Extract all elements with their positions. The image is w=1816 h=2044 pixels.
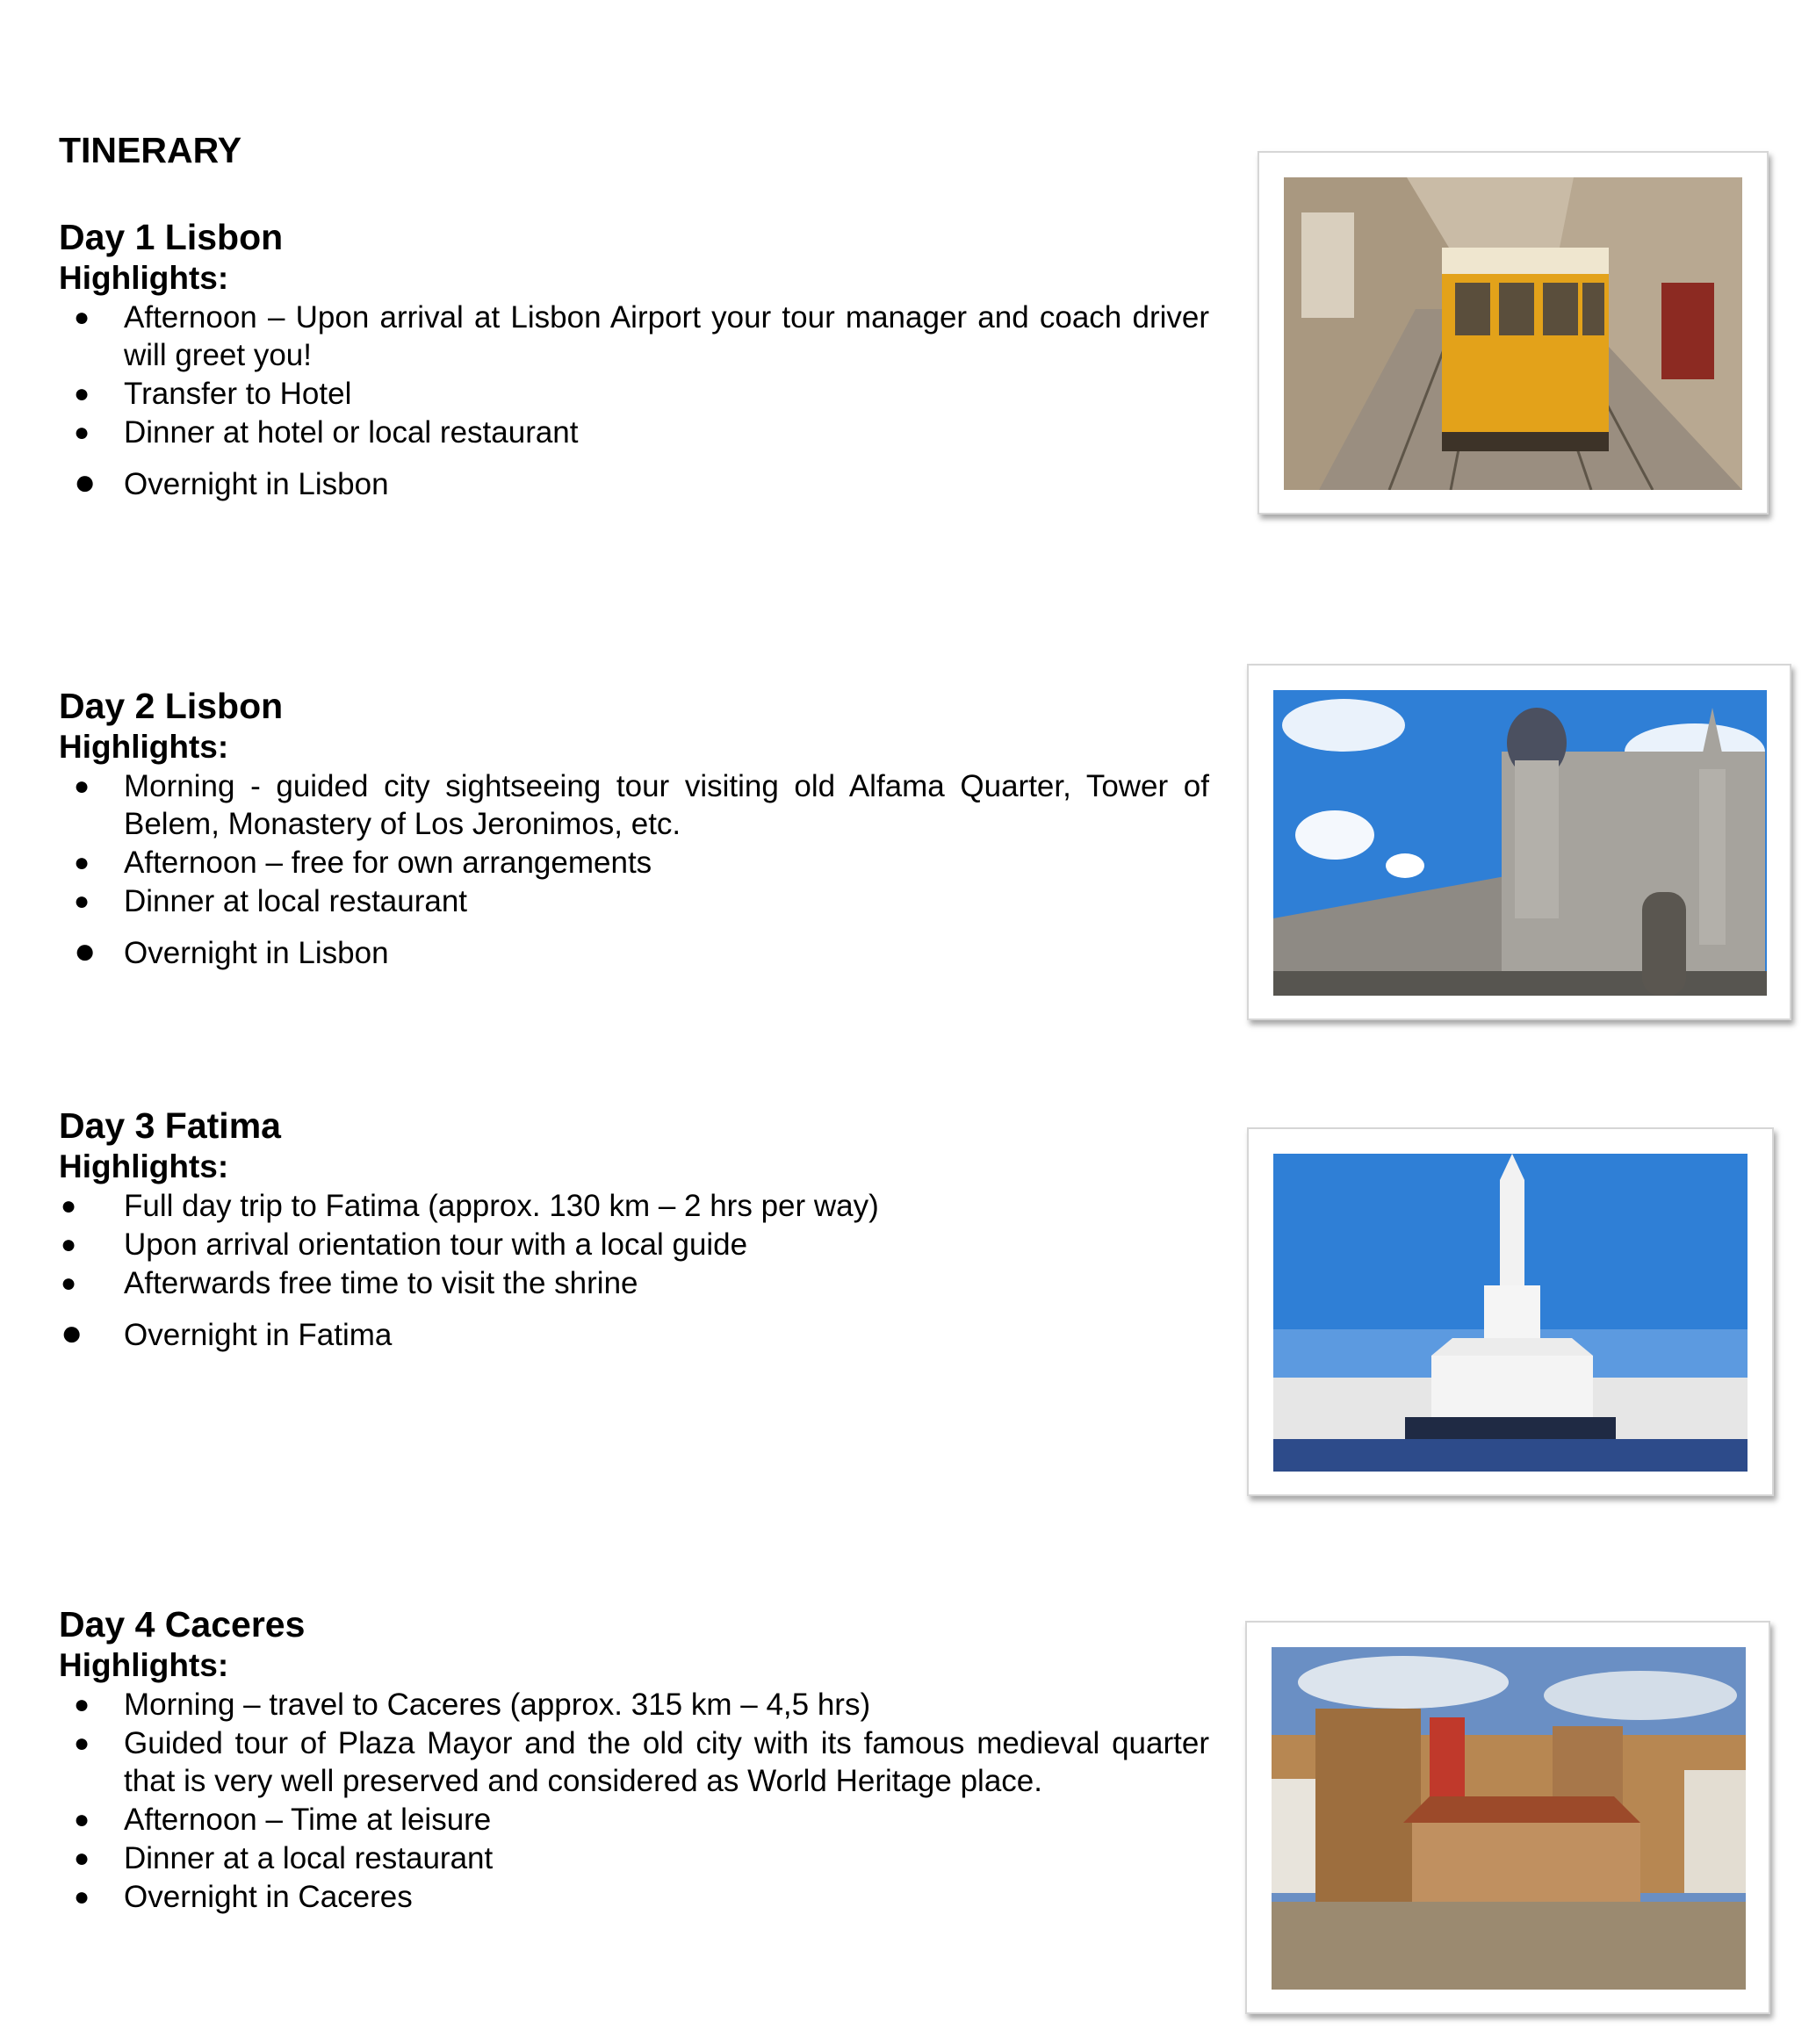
list-item: ● Dinner at local restaurant bbox=[74, 884, 468, 918]
jeronimos-monastery-photo bbox=[1273, 690, 1767, 996]
list-item: ● Overnight in Lisbon bbox=[74, 461, 389, 502]
photo-frame-day-3 bbox=[1247, 1127, 1774, 1496]
list-item: ● Upon arrival orientation tour with a local guide bbox=[61, 1227, 748, 1262]
bullet-icon: ● bbox=[74, 1882, 90, 1911]
bullet-icon: ● bbox=[61, 1230, 77, 1259]
highlights-list bbox=[59, 767, 1209, 972]
photo-frame-day-4 bbox=[1245, 1621, 1770, 2014]
highlights-label: Highlights: bbox=[59, 260, 229, 296]
list-item: ● Afterwards free time to visit the shrine bbox=[61, 1266, 638, 1300]
list-item: ● Overnight in Lisbon bbox=[74, 930, 389, 971]
bullet-icon: ● bbox=[74, 848, 90, 877]
bullet-icon: ● bbox=[74, 461, 97, 502]
bullet-icon: ● bbox=[74, 303, 90, 332]
list-item: ● Overnight in Caceres bbox=[74, 1880, 413, 1914]
caceres-plaza-mayor-photo bbox=[1272, 1647, 1746, 1990]
highlights-label: Highlights: bbox=[59, 1647, 229, 1683]
bullet-icon: ● bbox=[74, 1729, 90, 1758]
list-item: ● Afternoon – Upon arrival at Lisbon Airport your tour manager and coach driver will greet you! bbox=[74, 300, 1209, 372]
day-title: Day 3 Fatima bbox=[59, 1105, 281, 1146]
list-item: ● Transfer to Hotel bbox=[74, 377, 352, 411]
bullet-icon: ● bbox=[61, 1191, 77, 1220]
lisbon-tram-photo bbox=[1284, 177, 1742, 490]
list-item: ● Dinner at a local restaurant bbox=[74, 1841, 494, 1875]
day-4-section bbox=[59, 1603, 1209, 1917]
bullet-icon: ● bbox=[74, 772, 90, 801]
bullet-icon: ● bbox=[61, 1269, 77, 1298]
list-item: ● Morning - guided city sightseeing tour visiting old Alfama Quarter, Tower of Belem, Monastery of Los Jeronimos, etc. bbox=[74, 769, 1209, 841]
day-1-section bbox=[59, 216, 1209, 504]
bullet-icon: ● bbox=[74, 887, 90, 916]
bullet-icon: ● bbox=[74, 1844, 90, 1873]
bullet-icon: ● bbox=[61, 1312, 83, 1353]
highlights-list bbox=[59, 1686, 1209, 1916]
bullet-icon: ● bbox=[74, 1805, 90, 1834]
day-2-section bbox=[59, 685, 1209, 973]
photo-frame-day-1 bbox=[1258, 151, 1769, 515]
document-title: TINERARY bbox=[59, 130, 242, 170]
fatima-sanctuary-photo bbox=[1273, 1154, 1748, 1472]
list-item: ● Overnight in Fatima bbox=[61, 1312, 393, 1353]
highlights-list bbox=[59, 1187, 1209, 1354]
day-title: Day 2 Lisbon bbox=[59, 686, 284, 726]
bullet-icon: ● bbox=[74, 1690, 90, 1719]
day-title: Day 1 Lisbon bbox=[59, 217, 284, 257]
photo-frame-day-2 bbox=[1247, 664, 1791, 1020]
highlights-label: Highlights: bbox=[59, 1148, 229, 1184]
list-item: ● Morning – travel to Caceres (approx. 315 km – 4,5 hrs) bbox=[74, 1688, 871, 1722]
bullet-icon: ● bbox=[74, 930, 97, 971]
bullet-icon: ● bbox=[74, 379, 90, 408]
list-item: ● Dinner at hotel or local restaurant bbox=[74, 415, 579, 450]
bullet-icon: ● bbox=[74, 418, 90, 447]
day-title: Day 4 Caceres bbox=[59, 1604, 306, 1645]
list-item: ● Full day trip to Fatima (approx. 130 km – 2 hrs per way) bbox=[61, 1189, 879, 1223]
list-item: ● Afternoon – Time at leisure bbox=[74, 1803, 492, 1837]
list-item: ● Guided tour of Plaza Mayor and the old city with its famous medieval quarter that is very well preserved and considered as World Heritage place. bbox=[74, 1726, 1209, 1798]
list-item: ● Afternoon – free for own arrangements bbox=[74, 846, 652, 880]
highlights-list bbox=[59, 299, 1209, 503]
day-3-section bbox=[59, 1105, 1209, 1355]
highlights-label: Highlights: bbox=[59, 729, 229, 765]
